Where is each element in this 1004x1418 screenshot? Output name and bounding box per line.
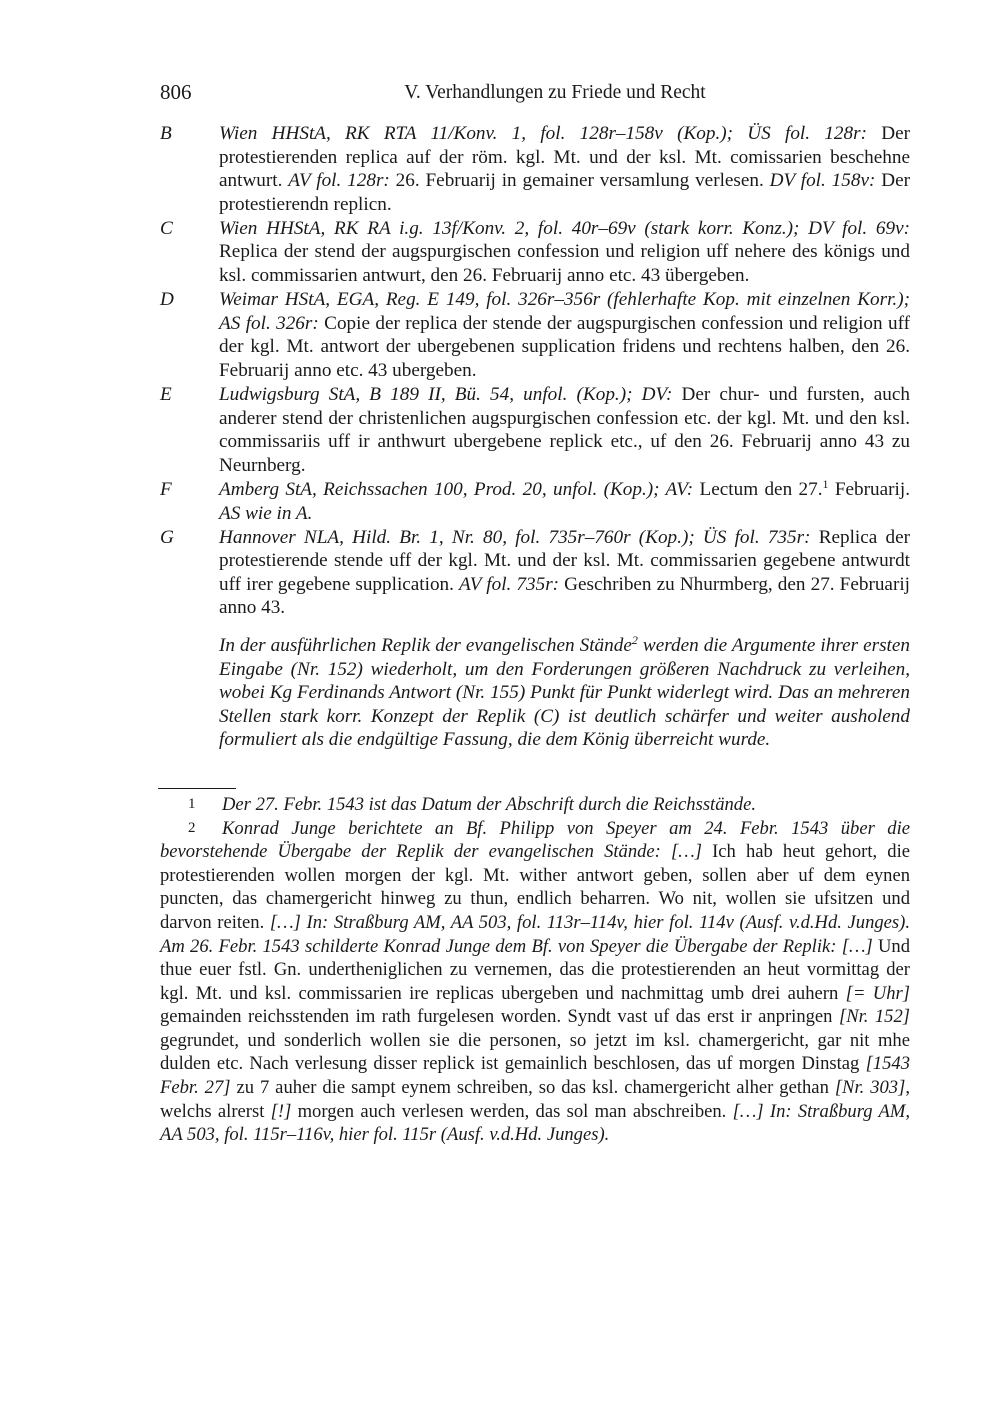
text: Copie der replica der stende der augspurgischen confession und religion uff der kgl. Mt. antwort der ubergebenen supplication fridens und rechtens halben, den 26. Februarij anno etc. 43 ubergeben. — [219, 312, 910, 381]
source-description — [219, 123, 910, 215]
italic-text: [Nr. 303] — [834, 1077, 906, 1099]
source-description — [219, 527, 910, 619]
text: gegrundet, und sonderlich wollen sie die personen, so jetzt im ksl. chamergericht, gar nit mhe dulden etc. Nach verlesung disser replick ist gemainlich beschlosen, das uf morgen Dinstag — [160, 1029, 910, 1075]
source-entry-c — [160, 217, 910, 288]
italic-text: DV fol. 158v: — [769, 170, 876, 192]
page-number: 806 — [160, 80, 192, 104]
text: morgen auch verlesen werden, das sol man abschreiben. — [291, 1100, 733, 1122]
italic-text: Hannover NLA, Hild. Br. 1, Nr. 80, fol. 735r–760r (Kop.); ÜS fol. 735r: — [219, 526, 811, 548]
text: zu 7 auher die sampt eynem schreiben, so das ksl. chamergericht alher gethan — [230, 1077, 835, 1099]
source-entry-d — [160, 288, 910, 382]
summary-text-cont: werden die Argumente ihrer ersten Eingabe (Nr. 152) wiederholt, um den Forderungen größeren Nachdruck zu verleihen, wobei Kg Ferdinands Antwort (Nr. 155) Punkt für Punkt widerlegt wird. Das an mehreren Stellen stark korr. Konzept der Replik (C) ist deutlich schärfer und weiter ausholend formuliert als die endgültige Fassung, die dem König überreicht wurde. — [219, 634, 910, 751]
siglum: F — [160, 478, 172, 500]
italic-text: […] In: Straßburg AM, AA 503, fol. 115r–116v, hier fol. 115r (Ausf. v.d.Hd. Junges). — [160, 1100, 910, 1146]
running-title: V. Verhandlungen zu Friede und Recht — [404, 82, 706, 103]
italic-text: AS wie in A. — [219, 502, 313, 524]
footnote-text — [222, 794, 756, 815]
footnote-divider — [158, 788, 236, 789]
italic-text: Der 27. Febr. 1543 ist das Datum der Abschrift durch die Reichsstände. — [222, 793, 757, 815]
source-entry-e — [160, 383, 910, 477]
text: Und thue euer fstl. Gn. undertheniglichen zu vernemen, das die protestierenden an heut vormittag der kgl. Mt. und ksl. commissarien ire replicas ubergeben und nachmittag umb drei auhern — [160, 935, 910, 1004]
source-description — [219, 384, 910, 476]
italic-text: [1543 Febr. 27] — [160, 1053, 910, 1099]
italic-text: [Nr. 152] — [838, 1006, 910, 1028]
footnote-2 — [160, 817, 910, 1147]
running-header — [160, 78, 910, 108]
summary-text: In der ausführlichen Replik der evangelischen Stände — [219, 634, 632, 656]
footnote-ref[interactable]: 1 — [822, 476, 829, 491]
text: Der protestierendn replicn. — [219, 170, 910, 215]
editorial-summary — [160, 634, 910, 752]
source-entry-b — [160, 122, 910, 216]
italic-text: […] In: Straßburg AM, AA 503, fol. 113r–114v, hier fol. 114v (Ausf. v.d.Hd. Junges). Am 26. Febr. 1543 schilderte Konrad Junge dem Bf. von Speyer die Übergabe der Replik: […] — [160, 911, 911, 957]
italic-text: AV fol. 128r: — [288, 170, 390, 192]
text: Februarij. — [828, 478, 910, 500]
italic-text: AV fol. 735r: — [459, 573, 560, 595]
siglum: D — [160, 289, 174, 311]
text: Lectum den 27. — [693, 478, 823, 500]
italic-text: Amberg StA, Reichssachen 100, Prod. 20, unfol. (Kop.); AV: — [219, 478, 694, 500]
italic-text: [!] — [270, 1100, 292, 1122]
text: 26. Februarij in gemainer versamlung verlesen. — [389, 170, 770, 192]
italic-text: Wien HHStA, RK RA i.g. 13f/Konv. 2, fol. 40r–69v (stark korr. Konz.); DV fol. 69v: — [219, 217, 910, 239]
source-description — [219, 476, 910, 524]
source-description — [219, 218, 910, 286]
italic-text: [= Uhr] — [845, 982, 910, 1004]
footnote-1 — [160, 793, 910, 817]
source-entry-g — [160, 526, 910, 620]
italic-text: Weimar HStA, EGA, Reg. E 149, fol. 326r–356r (fehlerhafte Kop. mit einzelnen Korr.); AS fol. 326r: — [219, 289, 910, 334]
footnote-number: 1 — [188, 795, 196, 812]
italic-text: Konrad Junge berichtete an Bf. Philipp von Speyer am 24. Febr. 1543 über die bevorstehende Übergabe der Replik der evangelischen Stände: […] — [160, 817, 910, 863]
siglum: G — [160, 526, 174, 548]
footnote-ref[interactable]: 2 — [631, 632, 638, 647]
footnote-number: 2 — [188, 819, 196, 836]
text: Geschriben zu Nhurmberg, den 27. Februarij anno 43. — [219, 573, 911, 619]
text: Replica der stend der augspurgischen confession und religion uff nehere des königs und ksl. commissarien antwurt, den 26. Februarij anno etc. 43 übergeben. — [219, 241, 910, 287]
text: gemainden reichsstenden im rath furgelesen worden. Syndt vast uf das erst ir anpringen — [160, 1006, 839, 1028]
text: Ich hab heut gehort, die protestierenden wollen morgen der kgl. Mt. wither antwort geben, sollen aber uf dem eynen puncten, das chamergericht hinweg zu thun, endlich beharren. Wo nit, wollen sie ufsitzen und darvon reiten. — [160, 841, 910, 933]
siglum: C — [160, 217, 173, 239]
text: Der chur- und fursten, auch anderer stend der christenlichen augspurgischen confession etc. der kgl. Mt. und den ksl. commissariis uff ir anthwurt ubergebene replick etc., uf den 26. Februarij anno 43 zu Neurnberg. — [219, 384, 910, 476]
siglum: B — [160, 123, 172, 144]
document-page — [160, 78, 910, 1147]
source-list — [160, 122, 910, 620]
italic-text: Ludwigsburg StA, B 189 II, Bü. 54, unfol. (Kop.); DV: — [219, 384, 673, 406]
text: Der protestierenden replica auf der röm. kgl. Mt. und der ksl. Mt. comissarien beschehne antwurt. — [219, 123, 910, 192]
source-description — [219, 289, 910, 381]
text: Replica der protestierende stende uff der kgl. Mt. und der ksl. Mt. commissarien gegebene antwurdt uff irer gegebene supplication. — [219, 526, 910, 595]
footnotes — [160, 793, 910, 1147]
italic-text: Wien HHStA, RK RTA 11/Konv. 1, fol. 128r–158v (Kop.); ÜS fol. 128r: — [219, 123, 867, 144]
text: , welchs alrerst — [160, 1077, 910, 1122]
source-entry-f — [160, 478, 910, 525]
siglum: E — [160, 384, 172, 406]
footnote-text — [160, 818, 910, 1146]
